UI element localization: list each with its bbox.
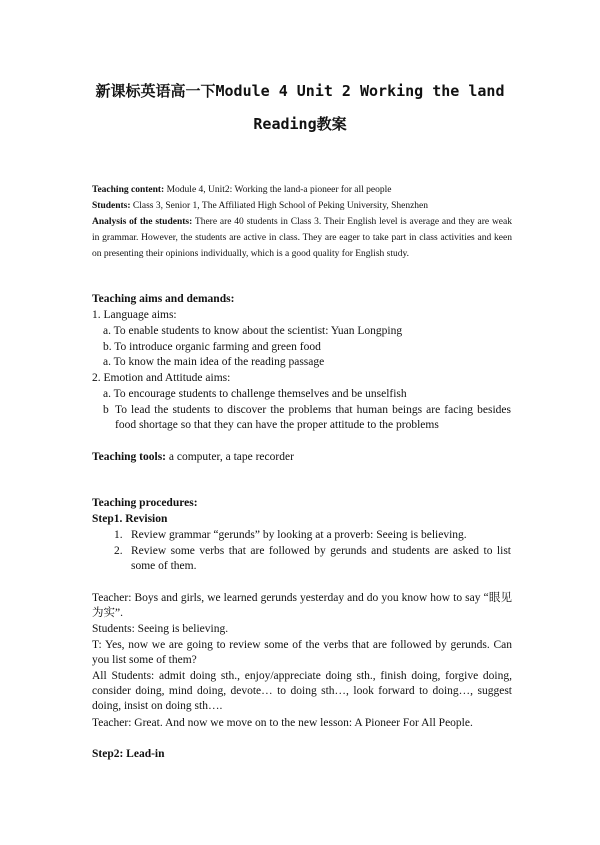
step2-heading: Step2: Lead-in <box>92 748 165 760</box>
tools-value: a computer, a tape recorder <box>166 451 294 463</box>
aim-item: b. To introduce organic farming and green food <box>103 341 321 353</box>
list-number: 1. <box>114 529 123 541</box>
students-line <box>92 198 512 214</box>
list-item: Review some verbs that are followed by gerunds and students are asked to list some of them. <box>131 545 511 572</box>
list-number: 2. <box>114 545 123 557</box>
aim-item: To lead the students to discover the problems that human beings are facing besides food shortage so that they can have the proper attitude to the problems <box>115 404 511 431</box>
page-subtitle: Reading教案 <box>253 115 347 133</box>
dialogue-teacher: Teacher: Great. And now we move on to the new lesson: A Pioneer For All People. <box>92 717 473 729</box>
list-item: Review grammar “gerunds” by looking at a proverb: Seeing is believing. <box>131 529 467 541</box>
aims-heading: Teaching aims and demands: <box>92 293 235 305</box>
dialogue-all-students: All Students: admit doing sth., enjoy/appreciate doing sth., finish doing, forgive doing, consider doing, mind doing, devote… to doing sth…, look forward to doing…, suggest doing, insist on doing sth…. <box>92 670 512 712</box>
analysis-label: Analysis of the students: <box>92 217 193 227</box>
dialogue-teacher: Teacher: Boys and girls, we learned gerunds yesterday and do you know how to say “眼见为实”. <box>92 592 512 619</box>
emotion-aims: 2. Emotion and Attitude aims: <box>92 372 231 384</box>
aim-item: a. To encourage students to challenge themselves and be unselfish <box>103 388 407 400</box>
step1-heading: Step1. Revision <box>92 513 168 525</box>
procedures-heading: Teaching procedures: <box>92 497 198 509</box>
analysis-paragraph <box>92 214 512 262</box>
page-title: 新课标英语高一下Module 4 Unit 2 Working the land <box>95 82 505 100</box>
dialogue-students: Students: Seeing is believing. <box>92 623 229 635</box>
aim-item-marker: b <box>103 404 109 416</box>
tools-label: Teaching tools: <box>92 451 167 463</box>
teaching-content-value: Module 4, Unit2: Working the land-a pioneer for all people <box>164 185 392 195</box>
students-value: Class 3, Senior 1, The Affiliated High School of Peking University, Shenzhen <box>130 201 429 211</box>
aim-item: a. To enable students to know about the scientist: Yuan Longping <box>103 325 403 337</box>
teaching-content <box>92 182 512 198</box>
aim-item: a. To know the main idea of the reading passage <box>103 356 325 368</box>
students-label: Students: <box>92 201 131 211</box>
language-aims: 1. Language aims: <box>92 309 177 321</box>
teaching-content-label: Teaching content: <box>92 185 165 195</box>
teaching-tools <box>92 450 294 465</box>
analysis-value: There are 40 students in Class 3. Their English level is average and they are weak in grammar. However, the students are active in class. They are eager to take part in class activities and keen on presenting their opinions individually, which is a good quality for English study. <box>92 217 512 259</box>
dialogue-teacher: T: Yes, now we are going to review some of the verbs that are followed by gerunds. Can you list some of them? <box>92 639 512 666</box>
